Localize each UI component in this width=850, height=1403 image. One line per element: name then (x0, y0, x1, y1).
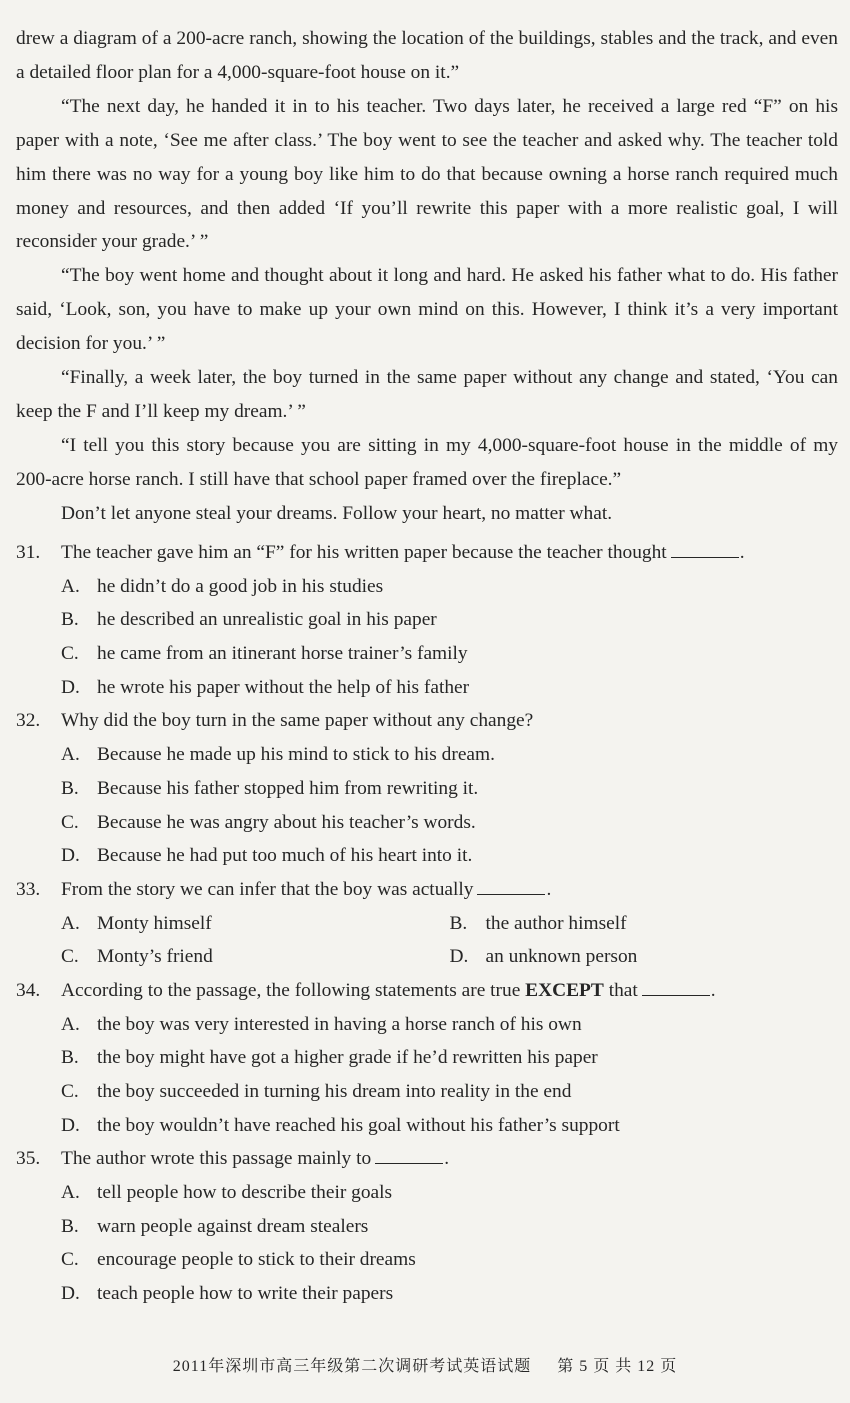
question-emphasis: EXCEPT (525, 979, 604, 1001)
question-list (16, 536, 838, 1311)
question-number: 34. (16, 979, 41, 1001)
answer-blank (671, 543, 739, 558)
option-letter: A. (61, 744, 80, 766)
option-d (16, 1277, 838, 1311)
option-letter: A. (61, 912, 80, 934)
page-footer (0, 1353, 850, 1376)
passage-paragraph-5: “I tell you this story because you are sitting in my 4,000-square-foot house in the middle of my 200-acre horse ranch. I still have that school paper framed over the fireplace.” (16, 434, 838, 490)
question-text-end: that (608, 979, 638, 1001)
option-a (16, 738, 838, 772)
passage-paragraph-2: “The next day, he handed it in to his teacher. Two days later, he received a large red “F” on his paper with a note, ‘See me after class.’ The boy went to see the teacher and asked why. The teacher told him there was no way for a young boy like him to do that because owning a horse ranch required much money and resources, and then added ‘If you’ll rewrite this paper with a more realistic goal, I will reconsider your grade.’ ” (16, 95, 838, 253)
option-a (16, 570, 838, 604)
option-text: an unknown person (485, 946, 638, 968)
option-letter: C. (61, 1249, 79, 1271)
question-stem: 35. The author wrote this passage mainly to . (16, 1142, 838, 1176)
option-a (61, 907, 450, 941)
option-letter: D. (449, 946, 469, 968)
option-letter: B. (61, 1215, 79, 1237)
option-text: teach people how to write their papers (97, 1283, 394, 1305)
option-b (16, 1210, 838, 1244)
option-letter: C. (61, 946, 79, 968)
question-stem: 33. From the story we can infer that the boy was actually . (16, 873, 838, 907)
option-text: tell people how to describe their goals (97, 1182, 393, 1204)
option-row-ab (16, 907, 838, 941)
option-text: encourage people to stick to their dreams (97, 1249, 416, 1271)
option-text: he didn’t do a good job in his studies (97, 575, 384, 597)
option-letter: D. (61, 676, 80, 698)
option-a (16, 1176, 838, 1210)
page-number: 第 5 页 共 12 页 (557, 1358, 678, 1375)
option-letter: D. (61, 1114, 80, 1136)
option-b (16, 772, 838, 806)
option-letter: C. (61, 1081, 79, 1102)
option-text: Because he had put too much of his heart into it. (97, 845, 473, 867)
question-number: 32. (16, 710, 41, 732)
option-text: Because his father stopped him from rewriting it. (97, 777, 479, 799)
option-letter: B. (61, 777, 79, 799)
option-letter: D. (61, 845, 80, 867)
option-text: he described an unrealistic goal in his paper (97, 609, 437, 631)
question-number: 31. (16, 542, 41, 563)
option-d (16, 671, 838, 705)
question-text: From the story we can infer that the boy was actually (61, 878, 474, 900)
answer-blank (375, 1149, 443, 1164)
option-letter: B. (61, 1047, 79, 1069)
option-text: Monty’s friend (97, 946, 213, 968)
option-text: Monty himself (97, 912, 212, 934)
option-text: the boy wouldn’t have reached his goal without his father’s support (97, 1114, 620, 1136)
option-text: he came from an itinerant horse trainer’s family (97, 643, 468, 665)
question-stem: 34. According to the passage, the following statements are true EXCEPT that . (16, 974, 838, 1008)
answer-blank (642, 981, 710, 996)
question-31 (16, 536, 838, 704)
option-text: Because he made up his mind to stick to his dream. (97, 744, 495, 766)
option-b (16, 603, 838, 637)
option-letter: A. (61, 1182, 80, 1204)
question-text: Why did the boy turn in the same paper without any change? (61, 710, 534, 732)
option-d (450, 940, 839, 974)
option-c (16, 806, 838, 840)
reading-passage (16, 22, 838, 531)
question-32 (16, 704, 838, 872)
question-33 (16, 873, 838, 974)
option-c (16, 1243, 838, 1277)
passage-paragraph-3: “The boy went home and thought about it long and hard. He asked his father what to do. His father said, ‘Look, son, you have to make up your own mind on this. However, I think it’s a very important decision for you.’ ” (16, 265, 838, 355)
question-stem: 31. The teacher gave him an “F” for his written paper because the teacher thought . (16, 536, 838, 570)
answer-blank (477, 880, 545, 895)
passage-paragraph-6: Don’t let anyone steal your dreams. Follow your heart, no matter what. (61, 502, 613, 524)
passage-paragraph-4: “Finally, a week later, the boy turned in the same paper without any change and stated, ‘You can keep the F and I’ll keep my dream.’ ” (16, 367, 838, 422)
option-letter: B. (61, 609, 79, 631)
question-text: The teacher gave him an “F” for his written paper because the teacher thought (61, 542, 667, 563)
option-d (16, 839, 838, 873)
option-c (16, 637, 838, 671)
question-number: 33. (16, 878, 41, 900)
option-text: the boy succeeded in turning his dream into reality in the end (97, 1081, 572, 1102)
option-letter: A. (61, 575, 80, 597)
option-letter: C. (61, 643, 79, 665)
option-text: the boy was very interested in having a horse ranch of his own (97, 1013, 582, 1035)
option-letter: D. (61, 1283, 80, 1305)
question-35 (16, 1142, 838, 1310)
option-a (16, 1008, 838, 1042)
option-c (61, 940, 450, 974)
option-text: the author himself (485, 912, 627, 934)
question-34 (16, 974, 838, 1142)
option-text: Because he was angry about his teacher’s words. (97, 811, 476, 833)
question-stem (16, 704, 838, 738)
option-d (16, 1109, 838, 1143)
option-row-cd (16, 940, 838, 974)
option-text: the boy might have got a higher grade if he’d rewritten his paper (97, 1047, 598, 1069)
option-c (16, 1075, 838, 1109)
option-text: warn people against dream stealers (97, 1215, 369, 1237)
option-letter: C. (61, 811, 79, 833)
question-text: The author wrote this passage mainly to (61, 1148, 372, 1170)
option-b (450, 907, 839, 941)
question-number: 35. (16, 1148, 41, 1170)
passage-paragraph-1: drew a diagram of a 200-acre ranch, showing the location of the buildings, stables and the track, and even a detailed floor plan for a 4,000-square-foot house on it.” (16, 28, 838, 83)
option-letter: A. (61, 1013, 80, 1035)
question-text: According to the passage, the following statements are true (61, 979, 521, 1001)
option-b (16, 1041, 838, 1075)
exam-title: 2011年深圳市高三年级第二次调研考试英语试题 (172, 1358, 532, 1375)
option-text: he wrote his paper without the help of his father (97, 676, 470, 698)
option-letter: B. (449, 912, 468, 934)
